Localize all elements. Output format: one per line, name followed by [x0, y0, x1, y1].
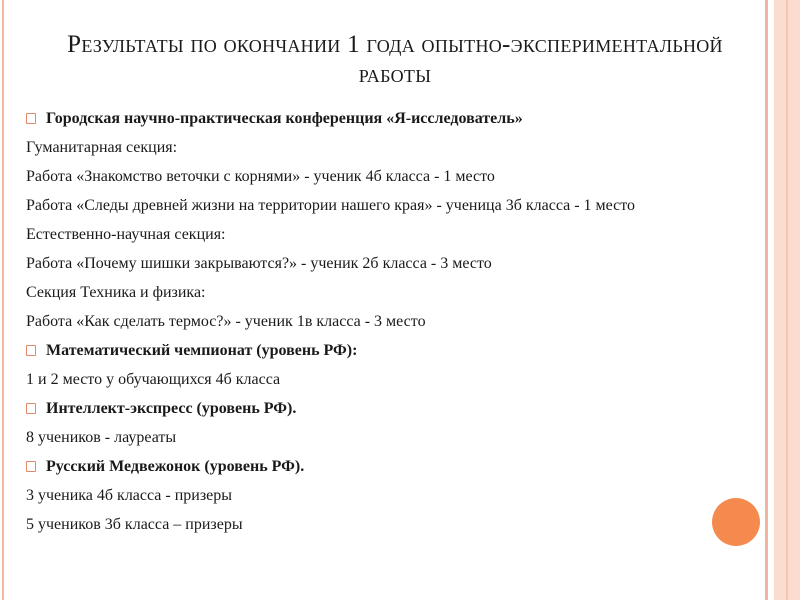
- line-text: 1 и 2 место у обучающихся 4б класса: [26, 371, 281, 388]
- bullet-heading: [26, 452, 786, 481]
- text-line: [26, 510, 786, 539]
- line-text: Математический чемпионат (уровень РФ):: [46, 342, 358, 359]
- line-text: Секция Техника и физика:: [26, 284, 206, 301]
- line-text: Русский Медвежонок (уровень РФ).: [46, 458, 305, 475]
- line-text: Работа «Как сделать термос?» - ученик 1в класса - 3 место: [26, 313, 426, 330]
- bullet-heading: [26, 394, 786, 423]
- left-border-line: [2, 0, 4, 600]
- text-line: [26, 162, 786, 191]
- line-text: 8 учеников - лауреаты: [26, 429, 177, 446]
- line-text: Работа «Следы древней жизни на территории нашего края» - ученица 3б класса - 1 место: [26, 197, 636, 214]
- text-line: [26, 191, 786, 220]
- line-text: Городская научно-практическая конференция «Я-исследователь»: [46, 110, 523, 127]
- line-text: Гуманитарная секция:: [26, 139, 178, 156]
- slide-content: [26, 104, 786, 539]
- line-text: Естественно-научная секция:: [26, 226, 226, 243]
- line-text: Интеллект-экспресс (уровень РФ).: [46, 400, 297, 417]
- text-line: [26, 307, 786, 336]
- text-line: [26, 220, 786, 249]
- square-bullet-icon: [26, 403, 36, 414]
- text-line: [26, 365, 786, 394]
- slide-title: [28, 30, 762, 90]
- text-line: [26, 481, 786, 510]
- right-border-inner-line: [786, 0, 788, 600]
- square-bullet-icon: [26, 113, 36, 124]
- line-text: Работа «Знакомство веточки с корнями» - ученик 4б класса - 1 место: [26, 168, 495, 185]
- text-line: [26, 423, 786, 452]
- square-bullet-icon: [26, 461, 36, 472]
- square-bullet-icon: [26, 345, 36, 356]
- line-text: Работа «Почему шишки закрываются?» - ученик 2б класса - 3 место: [26, 255, 492, 272]
- title-line-2: работы: [358, 61, 432, 88]
- text-line: [26, 278, 786, 307]
- text-line: [26, 249, 786, 278]
- title-line-1: Результаты по окончании 1 года опытно-экспериментальной: [67, 31, 723, 58]
- line-text: 3 ученика 4б класса - призеры: [26, 487, 233, 504]
- bullet-heading: [26, 104, 786, 133]
- line-text: 5 учеников 3б класса – призеры: [26, 516, 243, 533]
- bullet-heading: [26, 336, 786, 365]
- orange-circle-decoration: [712, 498, 760, 546]
- text-line: [26, 133, 786, 162]
